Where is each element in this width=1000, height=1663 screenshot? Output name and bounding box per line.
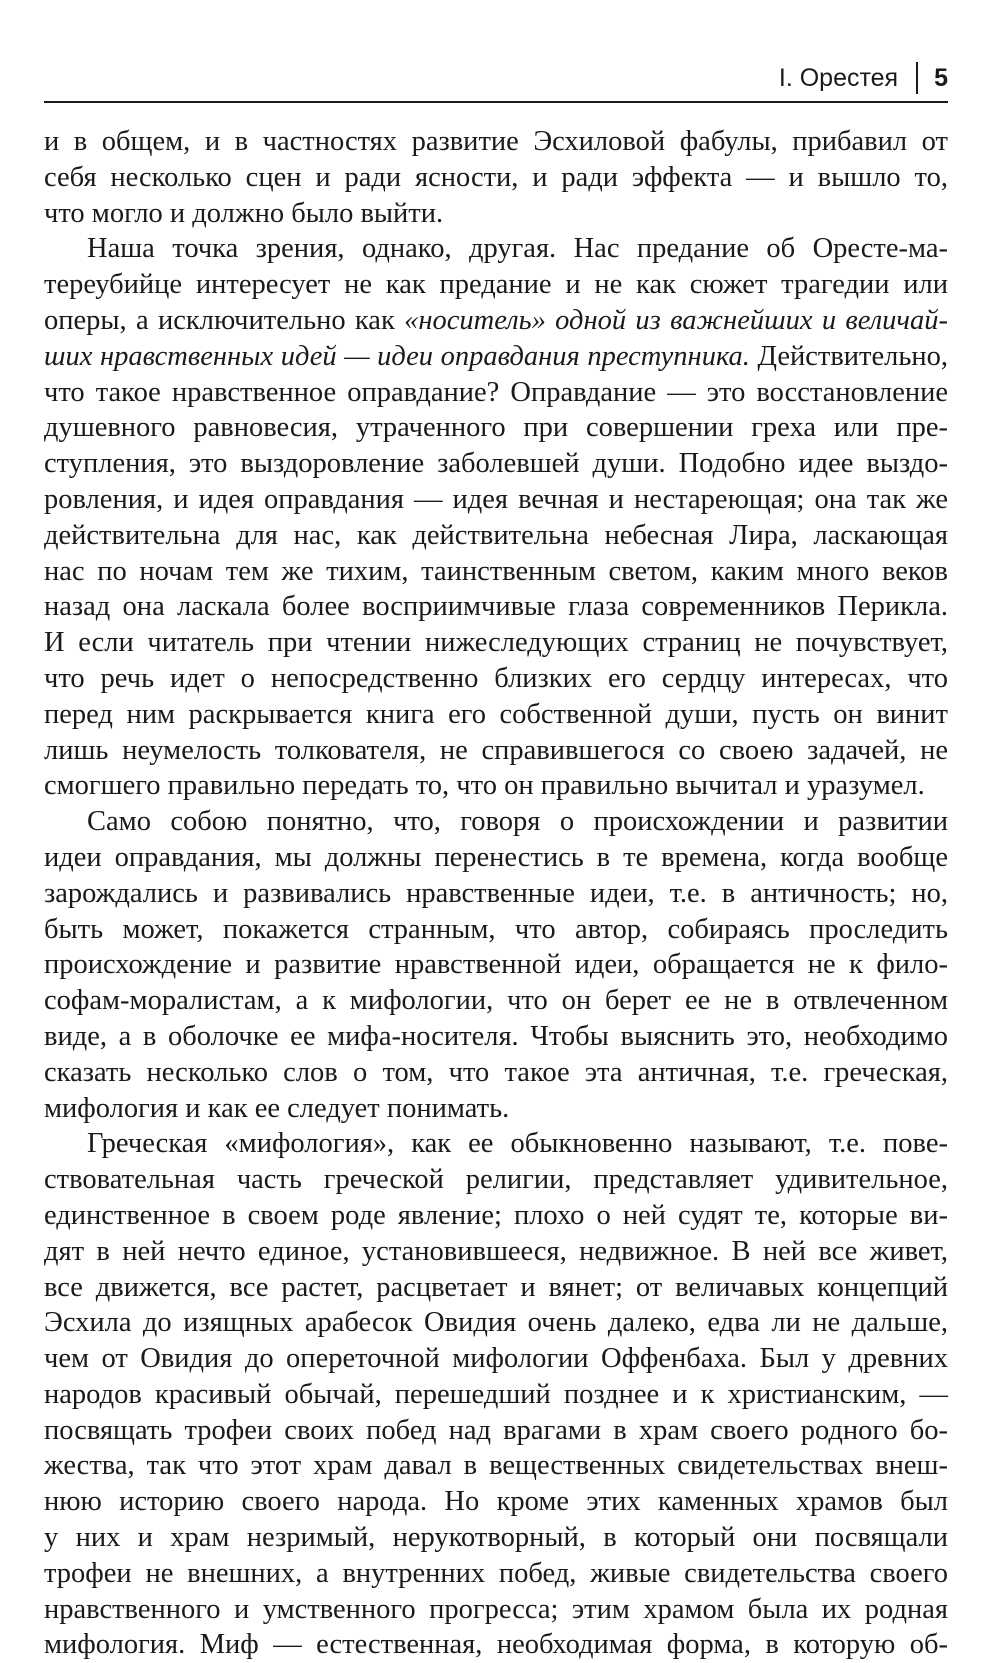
text-line: И если читатель при чтении нижеследующих страниц не почувствует, <box>44 627 948 659</box>
text-line: виде, а в оболочке ее мифа-носителя. Чтобы выяснить это, необходимо <box>44 1020 948 1052</box>
text-line: ствовательная часть греческой религии, представляет удивительное, <box>44 1164 948 1196</box>
text-line: мифология. Миф — естественная, необходимая форма, в которую об- <box>44 1629 948 1661</box>
text-line: все движется, все растет, расцветает и вянет; от величавых концепций <box>44 1271 948 1303</box>
text-line <box>44 303 948 339</box>
text-line: Наша точка зрения, однако, другая. Нас предание об Оресте-ма- <box>87 233 948 265</box>
text-line: назад она ласкала более восприимчивые глаза современников Перикла. <box>44 591 948 623</box>
chapter-title: I. Орестея <box>778 63 899 92</box>
running-head <box>44 58 948 98</box>
text-line: что такое нравственное оправдание? Оправдание — это восстановление <box>44 376 948 408</box>
text-line: перед ним раскрывается книга его собственной души, пусть он винит <box>44 698 948 730</box>
text-line: что могло и должно было выйти. <box>44 197 444 229</box>
text-line: ступления, это выздоровление заболевшей души. Подобно идее выздо- <box>44 448 948 480</box>
text-line: жества, так что этот храм давал в вещественных свидетельствах внеш- <box>44 1450 948 1482</box>
text-line: ровления, и идея оправдания — идея вечная и нестареющая; она так же <box>44 483 948 515</box>
text-line: зарождались и развивались нравственные идеи, т.е. в античность; но, <box>44 877 948 909</box>
text-line: нравственного и умственного прогресса; этим храмом была их родная <box>44 1593 948 1625</box>
text-line: народов красивый обычай, перешедший позднее и к христианским, — <box>44 1378 948 1410</box>
text-line: что речь идет о непосредственно близких его сердцу интересах, что <box>44 662 948 694</box>
text-line: посвящать трофеи своих побед над врагами в храм своего родного бо- <box>44 1414 948 1446</box>
text-line: действительна для нас, как действительна небесная Лира, ласкающая <box>44 519 948 551</box>
italic-run: «носитель» одной из важнейших и величай- <box>404 304 948 336</box>
text-line: быть может, покажется странным, что автор, собираясь проследить <box>44 913 948 945</box>
text-line: трофеи не внешних, а внутренних побед, живые свидетельства своего <box>44 1557 948 1589</box>
text-run: оперы, а исключительно как <box>44 304 405 336</box>
text-line: смогшего правильно передать то, что он правильно вычитал и уразумел. <box>44 770 925 802</box>
text-line: Греческая «мифология», как ее обыкновенно называют, т.е. пове- <box>87 1128 948 1160</box>
text-line: мифология и как ее следует понимать. <box>44 1092 510 1124</box>
header-rule <box>44 101 948 103</box>
text-line: себя несколько сцен и ради ясности, и ради эффекта — и вышло то, <box>44 161 948 193</box>
header-separator <box>916 62 918 94</box>
body-text <box>44 124 948 1663</box>
text-line: у них и храм незримый, нерукотворный, в который они посвящали <box>44 1522 948 1554</box>
page-number: 5 <box>934 63 948 92</box>
text-line: Само собою понятно, что, говоря о происхождении и развитии <box>87 806 948 838</box>
text-line: нас по ночам тем же тихим, таинственным светом, каким много веков <box>44 555 948 587</box>
text-line: чем от Овидия до опереточной мифологии Оффенбаха. Был у древних <box>44 1343 948 1375</box>
text-line: единственное в своем роде явление; плохо о ней судят те, которые ви- <box>44 1199 948 1231</box>
text-line: тереубийце интересует не как предание и не как сюжет трагедии или <box>44 269 948 301</box>
text-line: душевного равновесия, утраченного при совершении греха или пре- <box>44 412 948 444</box>
text-line: нюю историю своего народа. Но кроме этих каменных храмов был <box>44 1486 948 1518</box>
text-line: идеи оправдания, мы должны перенестись в те времена, когда вообще <box>44 841 948 873</box>
text-line: софам-моралистам, а к мифологии, что он берет ее не в отвлеченном <box>44 985 948 1017</box>
text-line: сказать несколько слов о том, что такое эта античная, т.е. греческая, <box>44 1056 948 1088</box>
text-line: Эсхила до изящных арабесок Овидия очень далеко, едва ли не дальше, <box>44 1307 948 1339</box>
text-line: и в общем, и в частностях развитие Эсхиловой фабулы, прибавил от <box>44 126 948 157</box>
italic-run: ших нравственных идей — идеи оправдания преступника. <box>44 340 750 372</box>
text-line: дят в ней нечто единое, установившееся, недвижное. В ней все живет, <box>44 1235 948 1267</box>
text-line: лишь неумелость толкователя, не справившегося со своею задачей, не <box>44 734 948 766</box>
text-line <box>44 339 948 375</box>
text-run: Действительно, <box>749 340 948 372</box>
text-line: происхождение и развитие нравственной идеи, обращается не к фило- <box>44 949 948 981</box>
